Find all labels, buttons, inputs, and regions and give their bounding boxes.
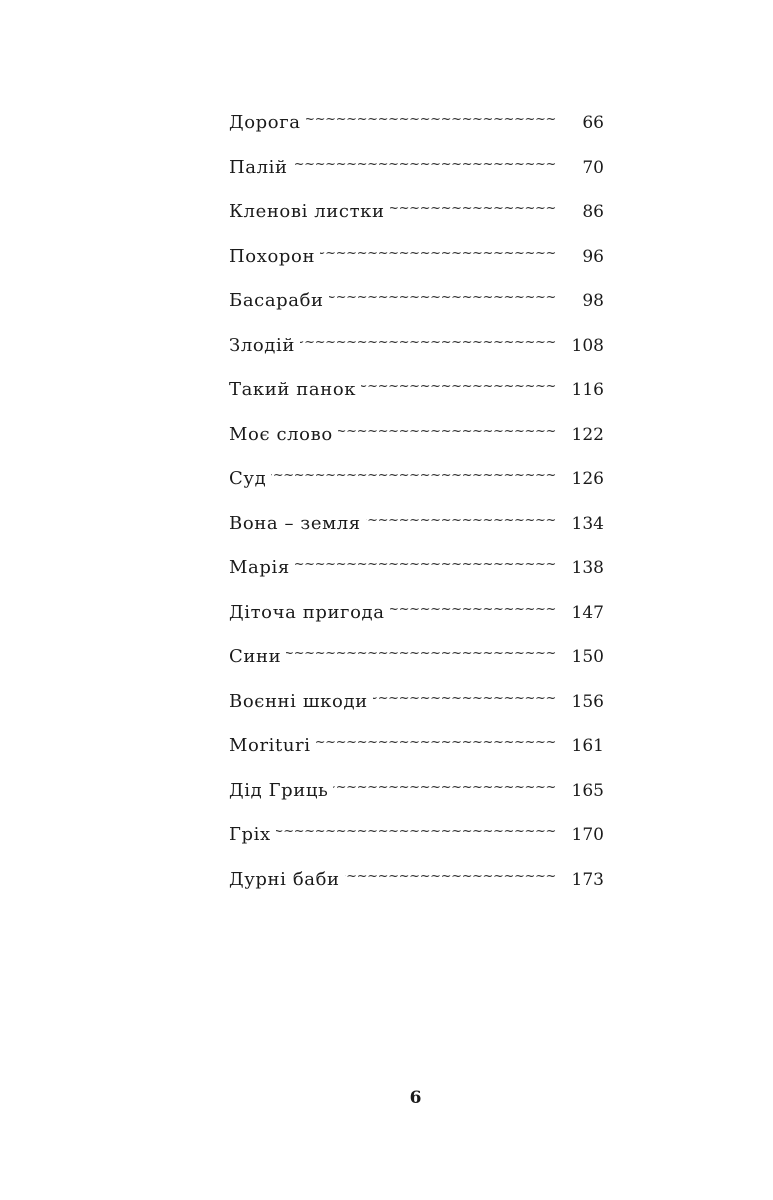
toc-entry[interactable] <box>229 157 604 202</box>
toc-entry-title: Moriturі <box>229 735 311 756</box>
toc-entry-title: Дурні баби <box>229 868 340 890</box>
toc-entry-page: 147 <box>571 602 604 623</box>
toc-entry-page: 156 <box>571 691 604 712</box>
toc-entry-title: Моє слово <box>229 423 333 445</box>
toc-leader <box>276 824 556 839</box>
toc-entry[interactable] <box>229 869 604 914</box>
toc-entry-title: Діточа пригода <box>229 601 385 623</box>
toc-entry[interactable] <box>229 602 604 647</box>
toc-entry-page: 165 <box>571 780 604 801</box>
toc-entry-title: Дорога <box>229 112 301 133</box>
toc-entry[interactable] <box>229 557 604 602</box>
toc-leader <box>320 246 556 261</box>
toc-entry-page: 122 <box>571 424 604 445</box>
toc-entry-title: Злодій <box>229 334 295 356</box>
toc-entry-title: Палій <box>229 156 288 178</box>
toc-entry[interactable] <box>229 201 604 246</box>
toc-entry[interactable] <box>229 246 604 291</box>
toc-entry-page: 116 <box>571 380 604 400</box>
toc-leader <box>338 424 556 439</box>
toc-entry-title: Кленові листки <box>229 201 385 222</box>
toc-entry-title: Марія <box>229 557 290 578</box>
toc-entry[interactable] <box>229 424 604 469</box>
toc-entry-title: Такий панок <box>229 379 357 400</box>
toc-leader <box>366 513 556 528</box>
toc-leader <box>373 691 556 706</box>
toc-leader <box>345 869 556 884</box>
toc-entry-page: 108 <box>571 335 604 356</box>
table-of-contents <box>229 112 604 913</box>
toc-entry-title: Похорон <box>229 245 316 267</box>
toc-entry[interactable] <box>229 691 604 736</box>
toc-leader <box>390 602 556 617</box>
toc-entry-page: 96 <box>582 246 604 267</box>
toc-entry[interactable] <box>229 735 604 780</box>
toc-entry[interactable] <box>229 112 604 157</box>
toc-leader <box>295 557 556 572</box>
toc-leader <box>333 780 556 795</box>
toc-entry-page: 134 <box>571 513 604 534</box>
toc-entry-title: Сини <box>229 646 282 667</box>
toc-entry[interactable] <box>229 824 604 869</box>
toc-entry-title: Гріх <box>229 824 271 845</box>
toc-entry[interactable] <box>229 468 604 513</box>
toc-entry[interactable] <box>229 780 604 825</box>
toc-leader <box>390 201 556 216</box>
page-number: 6 <box>409 1088 422 1108</box>
toc-entry[interactable] <box>229 513 604 558</box>
toc-leader <box>286 646 556 661</box>
toc-leader <box>293 157 556 172</box>
toc-leader <box>329 290 556 305</box>
toc-entry-page: 173 <box>571 869 604 890</box>
toc-entry-page: 66 <box>582 113 604 133</box>
toc-entry[interactable] <box>229 290 604 335</box>
toc-leader <box>300 335 556 350</box>
toc-entry-page: 170 <box>571 825 604 845</box>
toc-entry-page: 86 <box>582 202 604 222</box>
toc-entry-page: 70 <box>582 157 604 178</box>
toc-entry-page: 161 <box>571 736 604 756</box>
toc-leader <box>361 379 556 394</box>
toc-entry-page: 126 <box>571 469 604 489</box>
toc-entry-title: Вона – земля <box>229 512 361 534</box>
toc-leader <box>306 112 556 127</box>
toc-entry[interactable] <box>229 646 604 691</box>
toc-entry-page: 150 <box>571 647 604 667</box>
toc-leader <box>316 735 556 750</box>
toc-entry-title: Басараби <box>229 290 324 311</box>
toc-leader <box>271 468 556 483</box>
toc-entry-title: Суд <box>229 468 267 489</box>
toc-entry-title: Дід Гриць <box>229 779 329 801</box>
toc-entry-page: 138 <box>571 558 604 578</box>
toc-entry-title: Воєнні шкоди <box>229 690 368 712</box>
toc-entry[interactable] <box>229 379 604 424</box>
toc-entry-page: 98 <box>582 291 604 311</box>
toc-entry[interactable] <box>229 335 604 380</box>
